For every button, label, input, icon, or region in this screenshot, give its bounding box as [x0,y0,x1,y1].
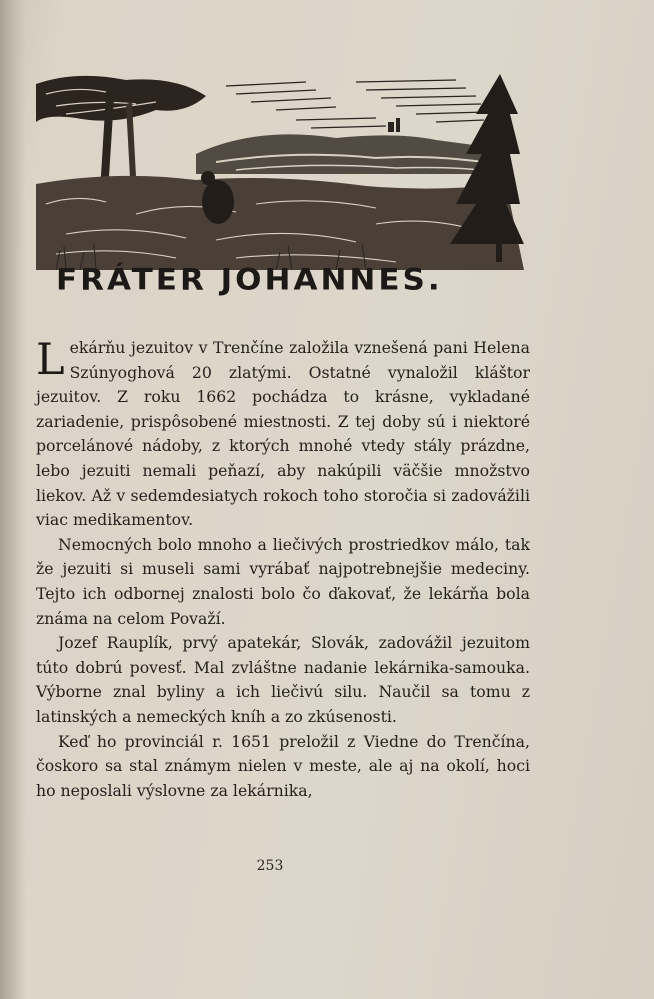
landscape-woodcut-illustration [36,74,524,270]
page-number: 253 [256,858,284,874]
paragraph-3: Jozef Rauplík, prvý apatekár, Slovák, zadovážil jezuitom túto dobrú povesť. Mal zvláštne nadanie lekárnika-samouka. Výborne znal byliny a ich liečivú silu. Naučil sa tomu z latinských a nemeckých kníh a zo zkúsenosti. [36,633,530,726]
body-text [36,336,530,803]
drop-cap: L [36,335,65,385]
paragraph-2: Nemocných bolo mnoho a liečivých prostriedkov málo, tak že jezuiti si museli sami vyrábať najpotrebnejšie medeciny. Tejto ich odbornej znalosti bolo čo ďakovať, že lekárňa bola známa na celom Považí. [36,534,530,628]
paragraph-1 [36,336,530,533]
paragraph-1-text: ekárňu jezuitov v Trenčíne založila vznešená pani Helena Szúnyoghová 20 zlatými. Ostatné vynaložil kláštor jezuitov. Z roku 1662 pochádza to krásne, vykladané zariadenie, prispôsobené miestnosti. Z tej doby sú i niektoré porcelánové nádoby, z ktorých mnohé vtedy stály prázdne, lebo jezuiti nemali peňazí, aby nakúpili väčšie množstvo liekov. Až v sedemdesiatych rokoch toho storočia si zadovážili viac medikamentov. [36,338,530,530]
page-gutter-shadow [0,0,26,999]
chapter-title: FRÁTER JOHANNES. [56,262,443,298]
paragraph-4: Keď ho provinciál r. 1651 preložil z Viedne do Trenčína, čoskoro sa stal známym nielen v meste, ale aj na okolí, hoci ho neposlali výslovne za lekárnika, [36,731,530,800]
